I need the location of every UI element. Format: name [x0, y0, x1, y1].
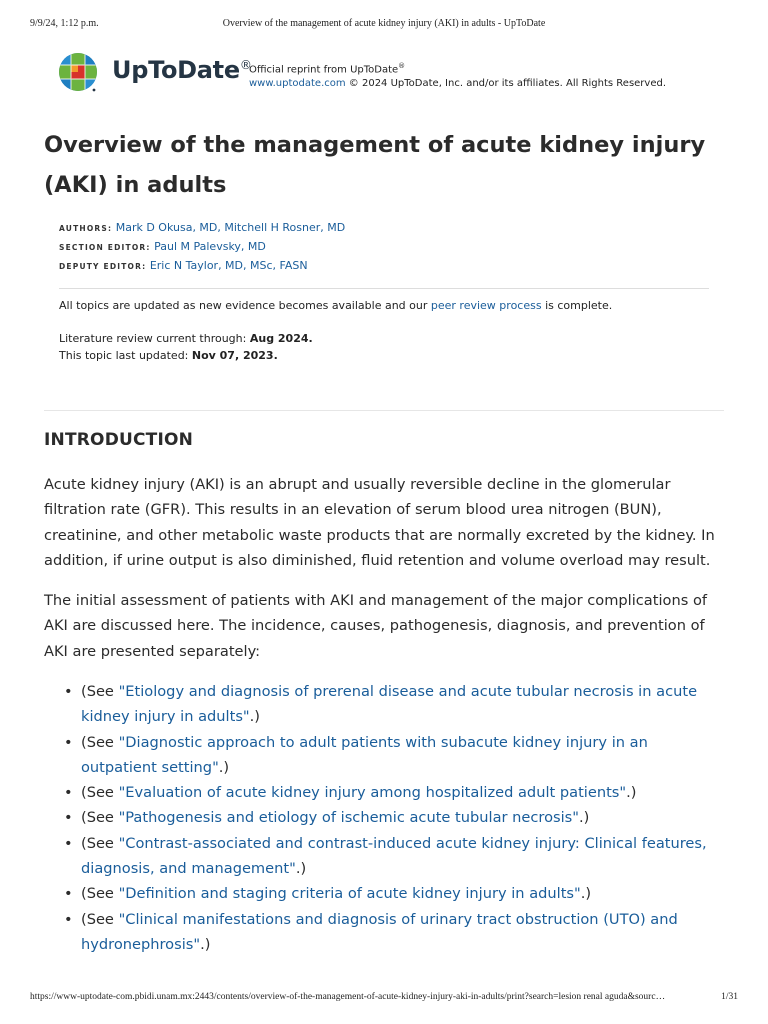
list-item — [64, 907, 728, 958]
section-editor-row — [59, 238, 345, 257]
reprint-line1 — [249, 59, 666, 77]
see-suffix: .) — [249, 708, 260, 726]
copyright-text: © 2024 UpToDate, Inc. and/or its affiliates. All Rights Reserved. — [345, 78, 667, 90]
brand-trademark: ® — [239, 58, 252, 72]
updated-label: This topic last updated: — [59, 349, 192, 362]
list-item — [64, 730, 728, 781]
uptodate-site-link[interactable]: www.uptodate.com — [249, 78, 346, 90]
divider — [59, 288, 709, 289]
see-suffix: .) — [580, 885, 592, 903]
update-notice — [59, 298, 612, 313]
see-prefix: (See — [81, 910, 119, 928]
list-item — [64, 881, 728, 906]
section-divider — [44, 410, 724, 411]
topic-link[interactable]: "Definition and staging criteria of acute kidney injury in adults" — [118, 885, 581, 903]
deputy-editor-row — [59, 257, 345, 276]
list-item — [64, 679, 728, 730]
updated-date: Nov 07, 2023. — [191, 349, 278, 362]
see-prefix: (See — [81, 885, 119, 903]
list-item — [64, 831, 728, 882]
deputy-editor-link[interactable]: Eric N Taylor, MD, MSc, FASN — [149, 259, 308, 272]
deputy-editor-label: DEPUTY EDITOR: — [59, 262, 147, 271]
uptodate-logo-icon — [58, 52, 98, 92]
topic-link[interactable]: "Clinical manifestations and diagnosis of urinary tract obstruction (UTO) and hydronephrosis" — [81, 910, 678, 953]
bullet: • — [64, 784, 73, 802]
see-prefix: (See — [81, 809, 119, 827]
see-suffix: .) — [200, 935, 211, 953]
print-datetime: 9/9/24, 1:12 p.m. — [30, 18, 99, 29]
reprint-line2 — [249, 77, 666, 91]
print-footer — [30, 992, 738, 1006]
bullet: • — [64, 733, 73, 751]
list-item — [64, 780, 728, 805]
bullet: • — [64, 834, 73, 852]
bullet: • — [64, 885, 73, 903]
topic-link[interactable]: "Etiology and diagnosis of prerenal disease and acute tubular necrosis in acute kidney injury in adults" — [81, 683, 698, 726]
topic-contributors — [59, 219, 345, 276]
topic-link[interactable]: "Contrast-associated and contrast-induced acute kidney injury: Clinical features, diagnosis, and management" — [81, 834, 707, 878]
see-prefix: (See — [81, 834, 119, 852]
topic-link[interactable]: "Pathogenesis and etiology of ischemic acute tubular necrosis" — [118, 809, 579, 827]
last-updated-row — [59, 347, 313, 364]
page-number: 1/31 — [721, 992, 738, 1002]
see-suffix: .) — [626, 784, 637, 802]
see-suffix: .) — [579, 809, 590, 827]
section-editor-link[interactable]: Paul M Palevsky, MD — [154, 240, 266, 253]
see-suffix: .) — [218, 758, 230, 776]
notice-text-before: All topics are updated as new evidence becomes available and our — [59, 299, 431, 312]
reprint-notice — [249, 59, 666, 91]
bullet: • — [64, 910, 73, 928]
authors-row — [59, 219, 345, 238]
brand-name — [112, 56, 252, 84]
reprint-mark: ® — [398, 62, 406, 70]
print-url: https://www-uptodate-com.pbidi.unam.mx:2443/contents/overview-of-the-management-of-acute-kidney-injury-aki-in-adults/print?search=lesion renal aguda&sourc… — [30, 992, 666, 1002]
see-suffix: .) — [295, 860, 307, 878]
literature-review-row — [59, 330, 313, 347]
literature-info — [59, 330, 313, 364]
notice-text-after: is complete. — [541, 299, 613, 312]
print-page-title: Overview of the management of acute kidney injury (AKI) in adults - UpToDate — [222, 18, 546, 29]
reprint-text: Official reprint from UpToDate — [249, 64, 399, 76]
see-prefix: (See — [81, 733, 119, 751]
page-title: Overview of the management of acute kidney injury (AKI) in adults — [44, 132, 706, 198]
introduction-heading: INTRODUCTION — [44, 430, 194, 450]
peer-review-link[interactable]: peer review process — [430, 299, 542, 312]
intro-paragraph-2: The initial assessment of patients with AKI and management of the major complications of AKI are discussed here. The incidence, causes, pathogenesis, diagnosis, and prevention of AKI are presented separately: — [44, 592, 708, 660]
bullet: • — [64, 809, 73, 827]
intro-paragraph-1: Acute kidney injury (AKI) is an abrupt and usually reversible decline in the glomerular filtration rate (GFR). This results in an elevation of serum blood urea nitrogen (BUN), creatinine, and other metabolic waste products that are normally excreted by the kidney. In addition, if urine output is also diminished, fluid retention and volume overload may result. — [44, 476, 715, 569]
topic-link[interactable]: "Evaluation of acute kidney injury among hospitalized adult patients" — [118, 784, 627, 802]
bullet: • — [64, 683, 73, 700]
topic-link[interactable]: "Diagnostic approach to adult patients with subacute kidney injury in an outpatient setting" — [81, 733, 648, 776]
list-item — [64, 805, 728, 830]
authors-link[interactable]: Mark D Okusa, MD, Mitchell H Rosner, MD — [115, 221, 346, 234]
brand-name-text: UpToDate — [112, 56, 240, 84]
review-label: Literature review current through: — [59, 332, 250, 345]
see-prefix: (See — [81, 784, 119, 802]
print-header — [30, 18, 738, 32]
authors-label: AUTHORS: — [59, 224, 113, 233]
reference-list — [64, 679, 728, 957]
see-prefix: (See — [81, 683, 119, 700]
review-date: Aug 2024. — [249, 332, 313, 345]
section-editor-label: SECTION EDITOR: — [59, 243, 151, 252]
